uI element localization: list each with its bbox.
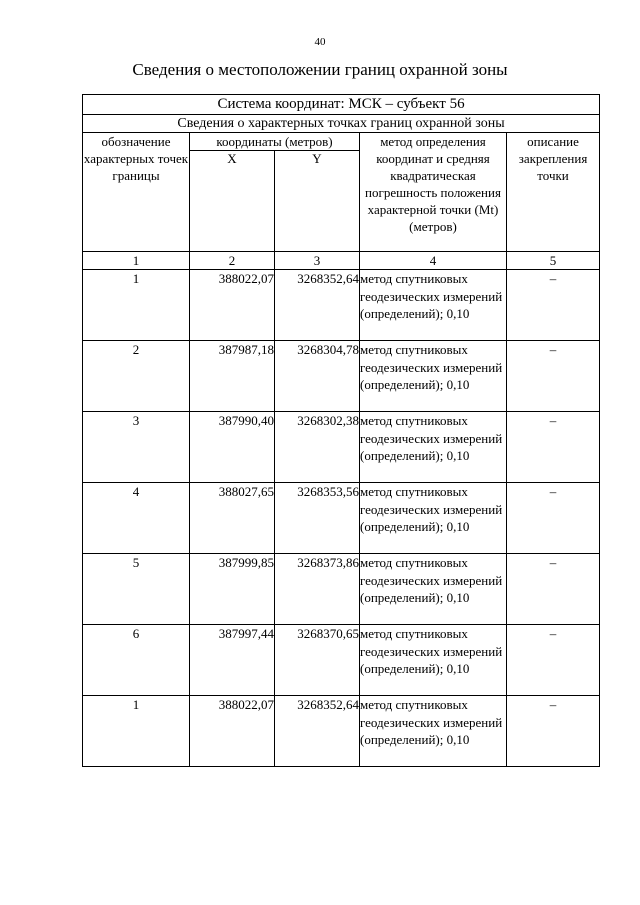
method-cell: метод спутниковых геодезических измерений (определений); 0,10 [360,696,507,767]
coordinate-system-label: Система координат: МСК – субъект 56 [83,95,600,115]
column-number: 2 [190,252,275,270]
header-method: метод определения координат и средняя квадратическая погрешность положения характерной точки (Mt) (метров) [360,133,507,252]
table-row [83,270,600,341]
x-coordinate-cell: 388027,65 [190,483,275,554]
x-coordinate-cell: 388022,07 [190,696,275,767]
description-cell: – [507,412,600,483]
y-coordinate-cell: 3268352,64 [275,696,360,767]
coordinate-system-row [83,95,600,115]
header-coords: координаты (метров) [190,133,360,151]
point-cell: 4 [83,483,190,554]
description-cell: – [507,554,600,625]
method-cell: метод спутниковых геодезических измерений (определений); 0,10 [360,554,507,625]
page-title: Сведения о местоположении границ охранной зоны [132,60,508,79]
y-coordinate-cell: 3268373,86 [275,554,360,625]
column-number: 4 [360,252,507,270]
method-cell: метод спутниковых геодезических измерений (определений); 0,10 [360,412,507,483]
column-numbers-row [83,252,600,270]
point-cell: 3 [83,412,190,483]
method-cell: метод спутниковых геодезических измерений (определений); 0,10 [360,483,507,554]
column-number: 3 [275,252,360,270]
header-row [83,133,600,151]
x-coordinate-cell: 387997,44 [190,625,275,696]
method-cell: метод спутниковых геодезических измерений (определений); 0,10 [360,341,507,412]
page-number: 40 [314,36,326,48]
y-coordinate-cell: 3268352,64 [275,270,360,341]
table-row [83,625,600,696]
description-cell: – [507,483,600,554]
description-cell: – [507,625,600,696]
method-cell: метод спутниковых геодезических измерений (определений); 0,10 [360,270,507,341]
table-row [83,483,600,554]
x-coordinate-cell: 387999,85 [190,554,275,625]
point-cell: 6 [83,625,190,696]
header-y: Y [275,151,360,252]
section-title-row [83,115,600,133]
x-coordinate-cell: 387990,40 [190,412,275,483]
column-number: 1 [83,252,190,270]
point-cell: 2 [83,341,190,412]
point-cell: 1 [83,696,190,767]
description-cell: – [507,270,600,341]
header-point: обозначение характерных точек границы [83,133,190,252]
y-coordinate-cell: 3268370,65 [275,625,360,696]
table-row [83,412,600,483]
header-description: описание закрепления точки [507,133,600,252]
column-number: 5 [507,252,600,270]
description-cell: – [507,341,600,412]
x-coordinate-cell: 387987,18 [190,341,275,412]
y-coordinate-cell: 3268304,78 [275,341,360,412]
point-cell: 1 [83,270,190,341]
table-row [83,696,600,767]
table-row [83,341,600,412]
boundary-points-table [82,94,600,767]
y-coordinate-cell: 3268302,38 [275,412,360,483]
x-coordinate-cell: 388022,07 [190,270,275,341]
method-cell: метод спутниковых геодезических измерений (определений); 0,10 [360,625,507,696]
y-coordinate-cell: 3268353,56 [275,483,360,554]
table-body [83,270,600,767]
header-x: X [190,151,275,252]
point-cell: 5 [83,554,190,625]
table-row [83,554,600,625]
section-title: Сведения о характерных точках границ охранной зоны [83,115,600,133]
description-cell: – [507,696,600,767]
